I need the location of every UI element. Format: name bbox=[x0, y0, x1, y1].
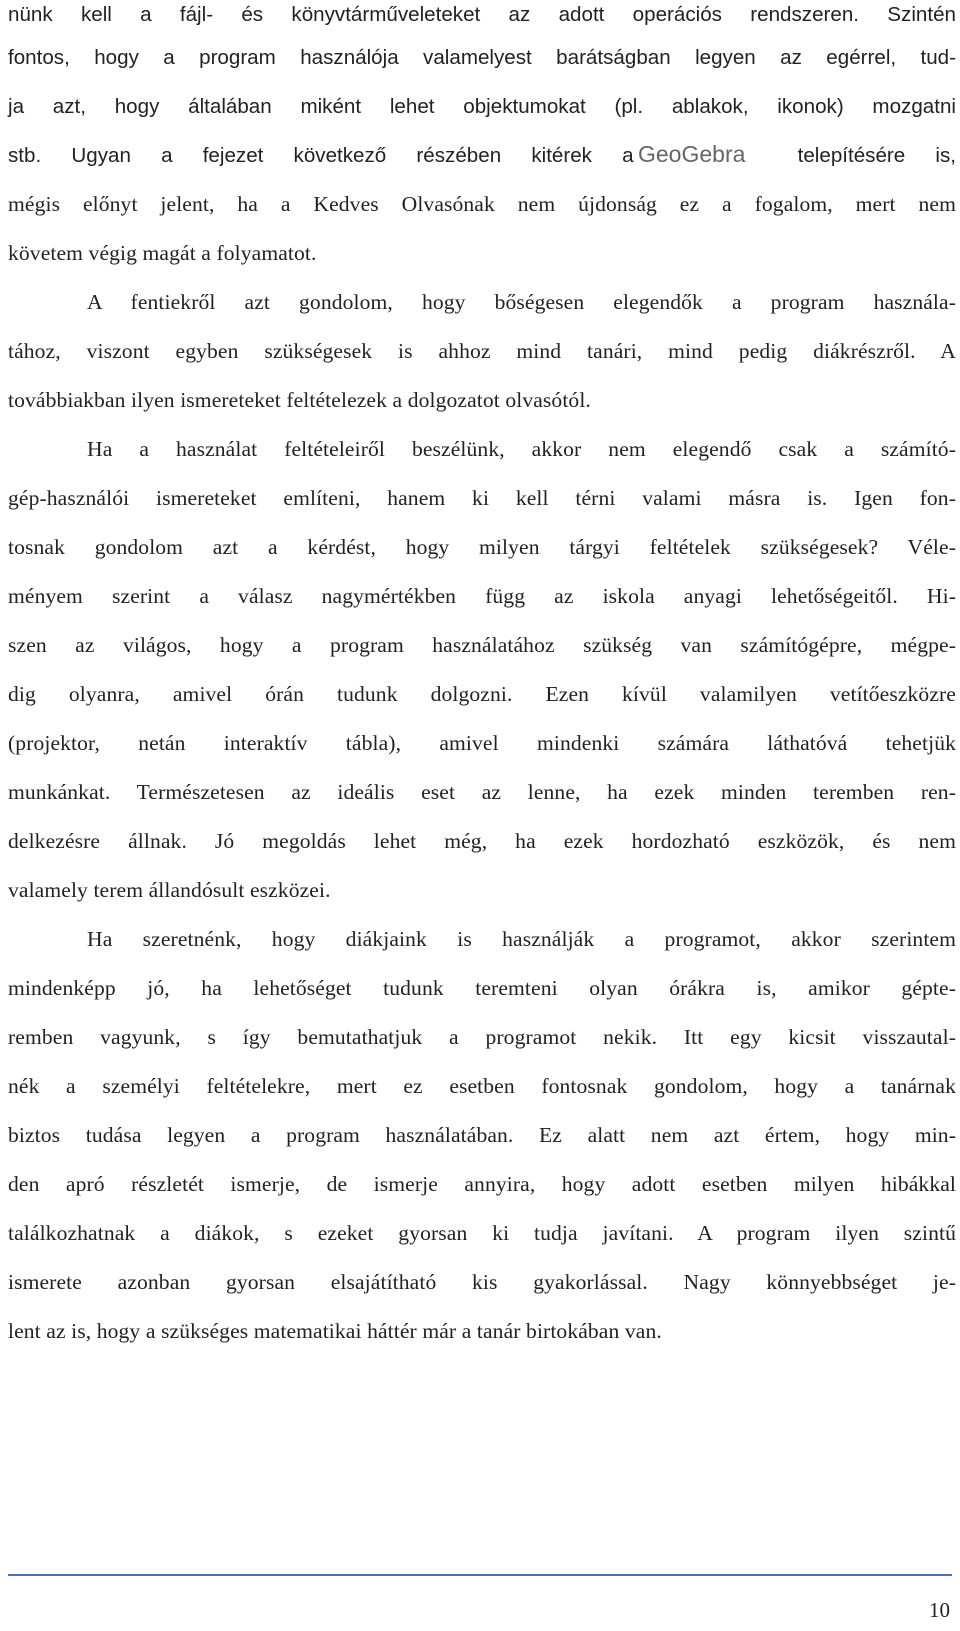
text-line-24: biztos tudása legyen a program használatában. Ez alatt nem azt értem, hogy min- bbox=[8, 1123, 956, 1147]
text-line-19: valamely terem állandósult eszközei. bbox=[8, 878, 331, 902]
geogebra-logo bbox=[638, 141, 794, 167]
text-line-22: remben vagyunk, s így bemutathatjuk a programot nekik. Itt egy kicsit visszautal- bbox=[8, 1025, 956, 1049]
page-number: 10 bbox=[929, 1598, 950, 1622]
text-line-4-after: telepítésére is, bbox=[797, 144, 956, 167]
text-line-1: nünk kell a fájl- és könyvtárműveleteket az adott operációs rendszeren. Szintén bbox=[8, 3, 956, 26]
text-line-26: találkozhatnak a diákok, s ezeket gyorsan ki tudja javítani. A program ilyen szintű bbox=[8, 1221, 956, 1245]
text-line-8: tához, viszont egyben szükségesek is ahhoz mind tanári, mind pedig diákrészről. A bbox=[8, 339, 956, 363]
document-page bbox=[8, 0, 956, 1356]
text-line-13: ményem szerint a válasz nagymértékben függ az iskola anyagi lehetőségeitől. Hi- bbox=[8, 584, 956, 608]
text-line-6: követem végig magát a folyamatot. bbox=[8, 241, 317, 265]
text-line-15: dig olyanra, amivel órán tudunk dolgozni. Ezen kívül valamilyen vetítőeszközre bbox=[8, 682, 956, 706]
text-line-3: ja azt, hogy általában miként lehet objektumokat (pl. ablakok, ikonok) mozgatni bbox=[8, 95, 956, 118]
text-line-25: den apró részletét ismerje, de ismerje annyira, hogy adott esetben milyen hibákkal bbox=[8, 1172, 956, 1196]
text-line-2: fontos, hogy a program használója valamelyest barátságban legyen az egérrel, tud- bbox=[8, 46, 956, 69]
text-line-16: (projektor, netán interaktív tábla), amivel mindenki számára láthatóvá tehetjük bbox=[8, 731, 956, 755]
text-line-14: szen az világos, hogy a program használatához szükség van számítógépre, mégpe- bbox=[8, 633, 956, 657]
text-line-7: A fentiekről azt gondolom, hogy bőségesen elegendők a program használa- bbox=[87, 290, 956, 314]
text-line-18: delkezésre állnak. Jó megoldás lehet még, ha ezek hordozható eszközök, és nem bbox=[8, 829, 956, 853]
text-line-11: gép-használói ismereteket említeni, hanem ki kell térni valami másra is. Igen fon- bbox=[8, 486, 956, 510]
geogebra-logo-text: GeoGebra bbox=[637, 140, 746, 167]
text-line-20: Ha szeretnénk, hogy diákjaink is használják a programot, akkor szerintem bbox=[87, 927, 956, 951]
text-line-4 bbox=[8, 131, 956, 180]
text-line-5: mégis előnyt jelent, ha a Kedves Olvasónak nem újdonság ez a fogalom, mert nem bbox=[8, 192, 956, 216]
text-line-28: lent az is, hogy a szükséges matematikai háttér már a tanár birtokában van. bbox=[8, 1319, 662, 1343]
text-line-10: Ha a használat feltételeiről beszélünk, akkor nem elegendő csak a számító- bbox=[87, 437, 956, 461]
text-line-21: mindenképp jó, ha lehetőséget tudunk teremteni olyan órákra is, amikor gépte- bbox=[8, 976, 956, 1000]
text-line-4-before: stb. Ugyan a fejezet következő részében kitérek a bbox=[8, 144, 634, 167]
text-line-12: tosnak gondolom azt a kérdést, hogy milyen tárgyi feltételek szükségesek? Véle- bbox=[8, 535, 956, 559]
text-line-27: ismerete azonban gyorsan elsajátítható kis gyakorlással. Nagy könnyebbséget je- bbox=[8, 1270, 956, 1294]
text-line-17: munkánkat. Természetesen az ideális eset az lenne, ha ezek minden teremben ren- bbox=[8, 780, 956, 804]
text-line-23: nék a személyi feltételekre, mert ez esetben fontosnak gondolom, hogy a tanárnak bbox=[8, 1074, 956, 1098]
footer-rule bbox=[8, 1574, 952, 1576]
text-line-9: továbbiakban ilyen ismereteket feltételezek a dolgozatot olvasótól. bbox=[8, 388, 591, 412]
